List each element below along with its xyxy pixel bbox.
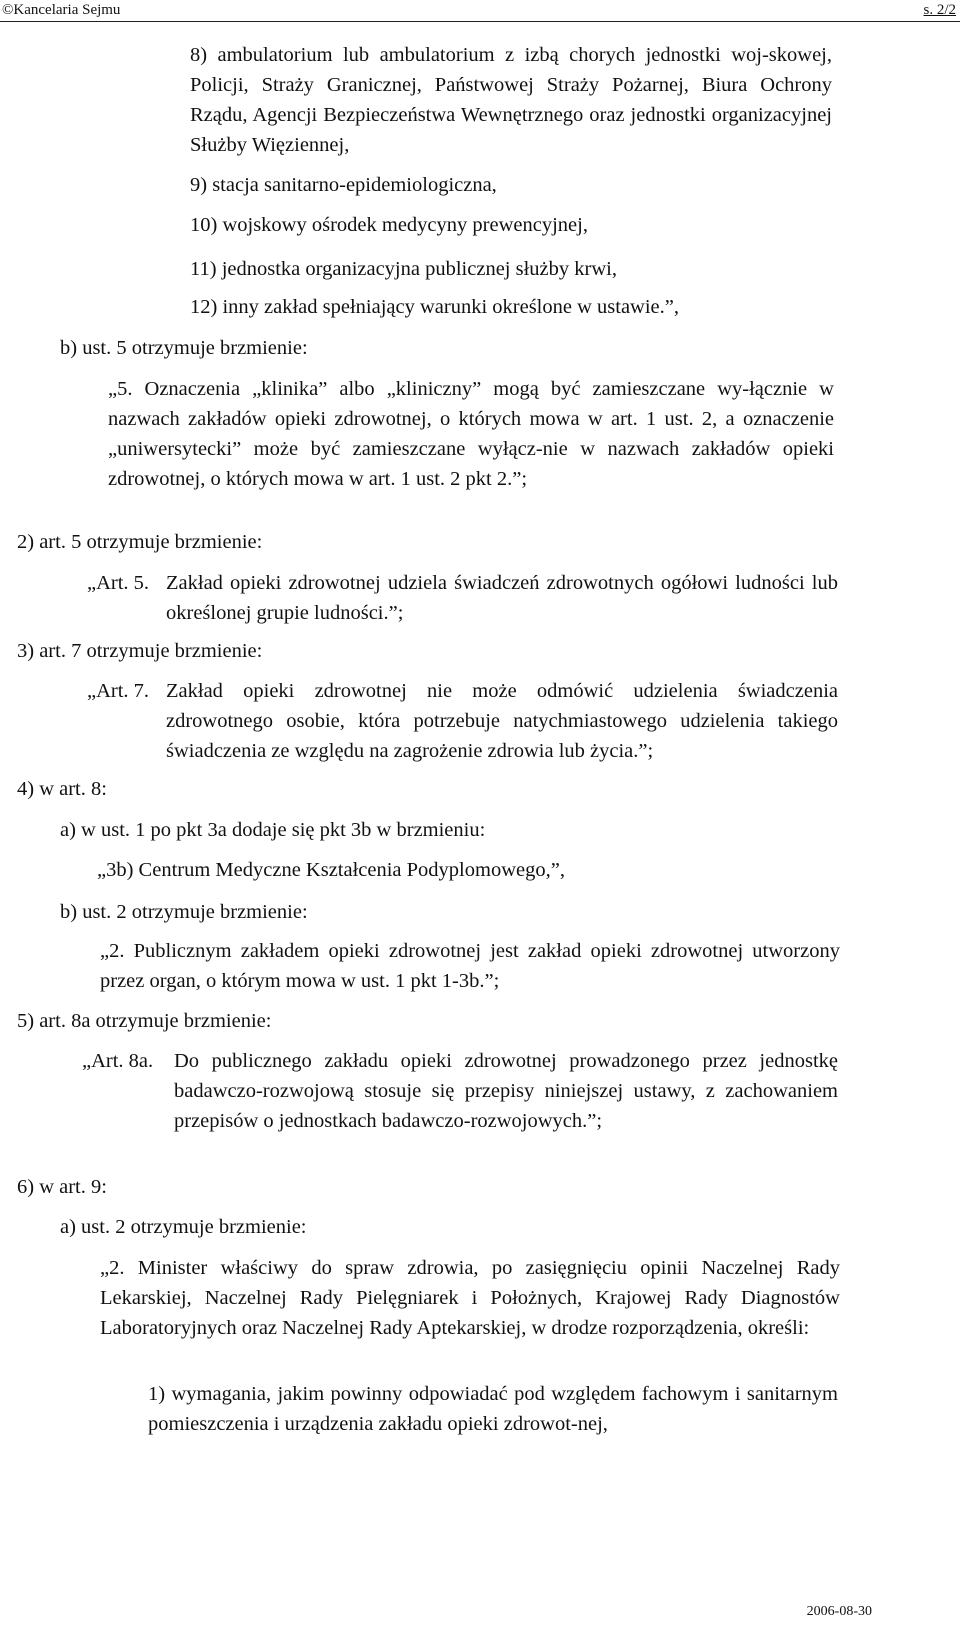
subpoint-6a: a) ust. 2 otrzymuje brzmienie: xyxy=(60,1216,307,1238)
ust2-minister-text: „2. Minister właściwy do spraw zdrowia, po zasięgnięciu opinii Naczelnej Rady Lekarskiej, Naczelnej Rady Pielęgniarek i Położnych, Krajowej Rady Diagnostów Laboratoryjnych oraz Naczelnej Rady Aptekarskiej, w drodze rozporządzenia, określi: xyxy=(100,1257,840,1339)
item-11: 11) jednostka organizacyjna publicznej służby krwi, xyxy=(190,258,617,280)
point-2: 2) art. 5 otrzymuje brzmienie: xyxy=(17,531,263,553)
subpoint-b-ust5: b) ust. 5 otrzymuje brzmienie: xyxy=(60,337,308,359)
pkt-3b-text: „3b) Centrum Medyczne Kształcenia Podyplomowego,”, xyxy=(97,859,565,881)
footer-date: 2006-08-30 xyxy=(806,1604,872,1619)
page-number: s. 2/2 xyxy=(923,2,956,18)
ust5-text: „5. Oznaczenia „klinika” albo „kliniczny” mogą być zamieszczane wy-łącznie w nazwach zakładów opieki zdrowotnej, o których mowa w art. 1 ust. 2, a oznaczenie „uniwersytecki” może być zamieszczane wyłącz-nie w nazwach zakładów opieki zdrowotnej, o których mowa w art. 1 ust. 2 pkt 2.”; xyxy=(108,378,834,490)
ust2-text: „2. Publicznym zakładem opieki zdrowotnej jest zakład opieki zdrowotnej utworzony przez organ, o którym mowa w ust. 1 pkt 1-3b.”; xyxy=(100,940,840,992)
art5-label: „Art. 5. xyxy=(87,572,150,594)
art8a-text: Do publicznego zakładu opieki zdrowotnej prowadzonego przez jednostkę badawczo-rozwojową stosuje się przepisy niniejszej ustawy, z zachowaniem przepisów o jednostkach badawczo-rozwojowych.”; xyxy=(174,1050,838,1132)
pkt1-text: 1) wymagania, jakim powinny odpowiadać pod względem fachowym i sanitarnym pomieszczenia i urządzenia zakładu opieki zdrowot-nej, xyxy=(148,1383,838,1435)
item-10: 10) wojskowy ośrodek medycyny prewencyjnej, xyxy=(190,214,588,236)
subpoint-4b: b) ust. 2 otrzymuje brzmienie: xyxy=(60,901,308,923)
point-3: 3) art. 7 otrzymuje brzmienie: xyxy=(17,640,263,662)
header-divider xyxy=(0,21,960,22)
art5-text: Zakład opieki zdrowotnej udziela świadczeń zdrowotnych ogółowi ludności lub określonej grupie ludności.”; xyxy=(166,572,838,624)
point-6: 6) w art. 9: xyxy=(17,1176,107,1198)
item-8: 8) ambulatorium lub ambulatorium z izbą chorych jednostki woj-skowej, Policji, Straży Granicznej, Państwowej Straży Pożarnej, Biura Ochrony Rządu, Agencji Bezpieczeństwa Wewnętrznego oraz jednostki organizacyjnej Służby Więziennej, xyxy=(190,44,832,156)
publisher-label: ©Kancelaria Sejmu xyxy=(2,2,121,18)
item-9: 9) stacja sanitarno-epidemiologiczna, xyxy=(190,174,497,196)
subpoint-4a: a) w ust. 1 po pkt 3a dodaje się pkt 3b w brzmieniu: xyxy=(60,819,486,841)
art8a-label: „Art. 8a. xyxy=(82,1050,154,1072)
point-4: 4) w art. 8: xyxy=(17,778,107,800)
item-12: 12) inny zakład spełniający warunki określone w ustawie.”, xyxy=(190,296,679,318)
art7-text: Zakład opieki zdrowotnej nie może odmówić udzielenia świadczenia zdrowotnego osobie, która potrzebuje natychmiastowego udzielenia takiego świadczenia ze względu na zagrożenie zdrowia lub życia.”; xyxy=(166,680,838,762)
art7-label: „Art. 7. xyxy=(87,680,150,702)
point-5: 5) art. 8a otrzymuje brzmienie: xyxy=(17,1010,272,1032)
